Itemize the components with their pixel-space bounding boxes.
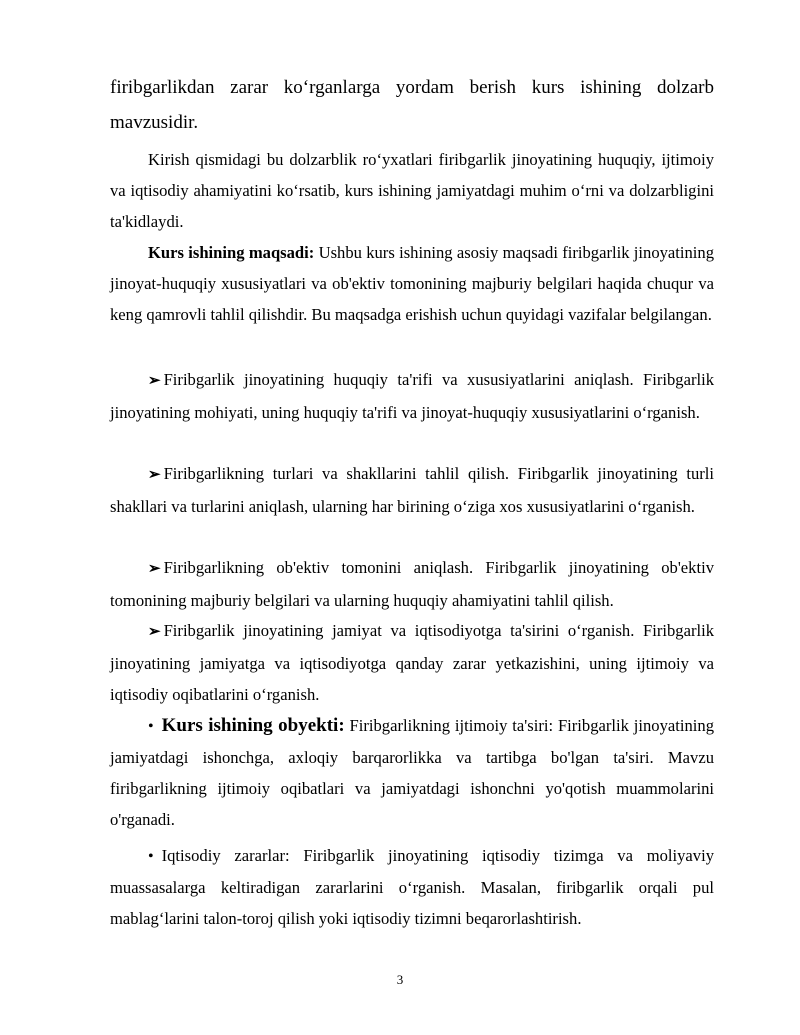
arrow-bullet-icon: ➢	[148, 373, 161, 389]
object-section	[110, 710, 714, 835]
economic-text: Iqtisodiy zararlar: Firibgarlik jinoyatining iqtisodiy tizimga va moliyaviy muassasalarga keltiradigan zararlarini o‘rganish. Masalan, firibgarlik orqali pul mablag‘larini talon-toroj qilish yoki iqtisodiy tizimni beqarorlashtirish.	[110, 846, 714, 928]
task-item-3	[110, 552, 714, 616]
paragraph-text: Kirish qismidagi bu dolzarblik ro‘yxatlari firibgarlik jinoyatining huquqiy, ijtimoiy va iqtisodiy ahamiyatini ko‘rsatib, kurs ishining jamiyatdagi muhim o‘rni va dolzarbligini ta'kidlaydi.	[110, 150, 714, 231]
arrow-bullet-icon: ➢	[148, 467, 161, 483]
arrow-bullet-icon: ➢	[148, 561, 161, 577]
task-text: Firibgarlik jinoyatining jamiyat va iqtisodiyotga ta'sirini o‘rganish. Firibgarlik jinoyatining jamiyatga va iqtisodiyotga qanday zarar yetkazishini, uning ijtimoiy va iqtisodiy oqibatlarini o‘rganish.	[110, 621, 714, 704]
goal-label: Kurs ishining maqsadi:	[148, 243, 315, 262]
page-number: 3	[396, 972, 404, 987]
dot-bullet-icon: •	[148, 848, 154, 865]
paragraph-text: firibgarlikdan zarar ko‘rganlarga yordam berish kurs ishining dolzarb mavzusidir.	[110, 77, 714, 133]
paragraph-goal	[110, 237, 714, 330]
task-text: Firibgarlikning ob'ektiv tomonini aniqlash. Firibgarlik jinoyatining ob'ektiv tomonining majburiy belgilari va ularning huquqiy ahamiyatini tahlil qilish.	[110, 558, 714, 610]
paragraph-intro-end	[110, 70, 714, 140]
dot-bullet-icon: •	[148, 718, 154, 735]
object-text: Firibgarlikning ijtimoiy ta'siri: Firibgarlik jinoyatining jamiyatdagi ishonchga, axloqiy barqarorlikka va tartibga bo'lgan ta'siri. Mavzu firibgarlikning ijtimoiy oqibatlari va jamiyatdagi ishonchni yo'qotish muammolarini o'rganadi.	[110, 716, 714, 829]
arrow-bullet-icon: ➢	[148, 624, 161, 640]
task-item-2	[110, 458, 714, 522]
object-label: Kurs ishining obyekti:	[161, 715, 345, 736]
task-text: Firibgarlikning turlari va shakllarini tahlil qilish. Firibgarlik jinoyatining turli shakllari va turlarini aniqlash, ularning har birining o‘ziga xos xususiyatlarini o‘rganish.	[110, 464, 714, 516]
task-item-4	[110, 615, 714, 710]
economic-section	[110, 840, 714, 934]
paragraph-relevance	[110, 144, 714, 237]
task-text: Firibgarlik jinoyatining huquqiy ta'rifi va xususiyatlarini aniqlash. Firibgarlik jinoyatining mohiyati, uning huquqiy ta'rifi va jinoyat-huquqiy xususiyatlarini o‘rganish.	[110, 370, 714, 422]
task-item-1	[110, 364, 714, 428]
goal-text: Ushbu kurs ishining asosiy maqsadi firibgarlik jinoyatining jinoyat-huquqiy xususiyatlari va ob'ektiv tomonining majburiy belgilari haqida chuqur va keng qamrovli tahlil qilishdir. Bu maqsadga erishish uchun quyidagi vazifalar belgilangan.	[110, 243, 714, 324]
